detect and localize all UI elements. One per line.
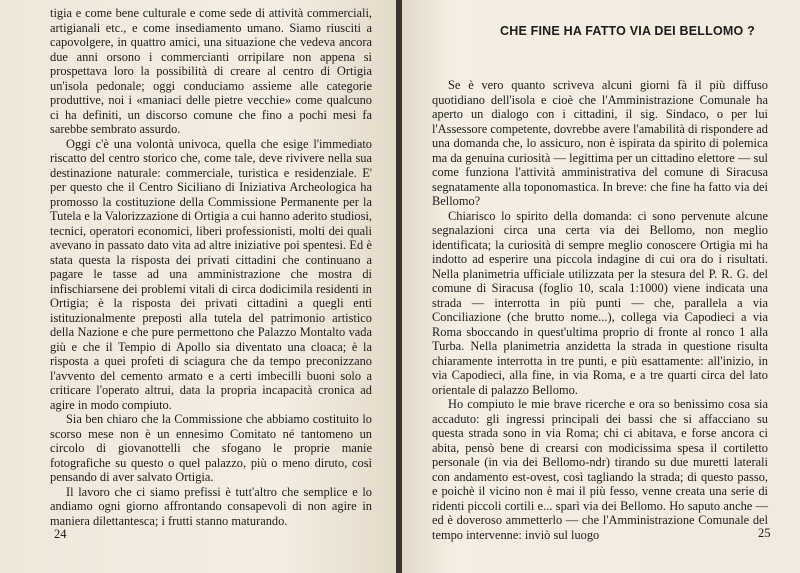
- paragraph: Se è vero quanto scriveva alcuni giorni fà il più diffuso quotidiano dell'isola e cioè che l'Amministrazione Comunale ha aperto un dialogo con i cittadini, il sig. Sindaco, o per lui l'Assessore competente, dovrebbe avere l'amabilità di rispondere ad una domanda che, lo assicuro, non è ispirata da spirito di polemica ma da genuina curiosità — legittima per un cittadino elettore — sul come funziona l'attività amministrativa del comune di Siracusa segnatamente alla toponomastica. In breve: che fine ha fatto via dei Bellomo?: [432, 78, 768, 208]
- paragraph: Oggi c'è una volontà univoca, quella che esige l'immediato riscatto del centro storico che, come tale, deve rivivere nella sua destinazione naturale: commerciale, turistica e residenziale. E' per questo che il Centro Siciliano di Iniziativa Archeologica ha promosso la costituzione della Commissione Permanente per la Tutela e la Valorizzazione di Ortigia a cui hanno aderito studiosi, tecnici, operatori economici, liberi professionisti, molti dei quali avevano in passato dato vita ad altre iniziative poi spentesi. Ed è stata questa la risposta dei privati cittadini che continuano a pagare le tasse ad una amministrazione che mostra di infischiarsene dei problemi vitali di circa dodicimila residenti in Ortigia; è la risposta dei privati cittadini a quegli enti istituzionalmente preposti alla tutela del patrimonio artistico della Nazione e che pure permettono che Palazzo Montalto vada giù e che il Tempio di Apollo sia diventato una cloaca; è la risposta a quei profeti di sciagura che da tempo preconizzano l'avvento del cemento armato e a certi imbecilli buoni solo a criticare l'operato altrui, data la propria incapacità cronica ad agire in modo compiuto.: [50, 136, 372, 412]
- article-title: CHE FINE HA FATTO VIA DEI BELLOMO ?: [500, 24, 755, 38]
- left-page: [0, 0, 396, 573]
- paragraph: tigia e come bene culturale e come sede di attività commerciali, artigianali etc., e come insediamento umano. Siamo riusciti a capovolgere, in quattro amici, una situazione che vedeva ancora due anni orsono i commercianti orripilare non appena si prospettava loro la possibilità di creare al centro di Ortigia un'isola pedonale; oggi conduciamo assieme alle categorie produttive, noi i «maniaci delle pietre vecchie» come qualcuno ci ha definiti, un discorso comune che fino a pochi mesi fa sarebbe sembrato assurdo.: [50, 6, 372, 136]
- paragraph: Chiarisco lo spirito della domanda: ci sono pervenute alcune segnalazioni circa una certa via dei Bellomo, non meglio identificata; la curiosità di sempre meglio conoscere Ortigia mi ha indotto ad esperire una piccola indagine di cui ora do i risultati. Nella planimetria ufficiale utilizzata per la stesura del P. R. G. del comune di Siracusa (foglio 10, scala 1:1000) viene indicata una strada — interrotta in più punti — che, parallela a via Conciliazione (che brutto nome...), collega via Capodieci a via Roma sboccando in quest'ultima proprio di fronte al ronco 1 alla Turba. Nella planimetria anzidetta la strada in questione risulta chiaramente interrotta in tre punti, e più esattamente: all'inizio, in via Capodieci, alla fine, in via Roma, e a tre quarti circa del lato orientale di palazzo Bellomo.: [432, 208, 768, 397]
- left-page-text: [50, 6, 372, 528]
- right-page: [402, 0, 800, 573]
- right-page-text: [432, 78, 768, 542]
- paragraph: Sia ben chiaro che la Commissione che abbiamo costituito lo scorso mese non è un ennesimo Comitato né tantomeno un circolo di giovanottelli che sfogano le proprie manie fotografiche su questo o quel palazzo, più o meno diruto, così pensando di aver salvato Ortigia.: [50, 412, 372, 484]
- page-number-left: 24: [54, 527, 67, 541]
- paragraph: Il lavoro che ci siamo prefissi è tutt'altro che semplice e lo andiamo ogni giorno affrontando consapevoli di non agire in maniera dilettantesca; i frutti stanno maturando.: [50, 484, 372, 528]
- page-number-right: 25: [758, 526, 771, 540]
- paragraph: Ho compiuto le mie brave ricerche e ora so benissimo cosa sia accaduto: gli ingressi principali dei bassi che si affacciano su questa strada sono in via Roma; chi ci abitava, e forse ancora ci abita, pensò bene di crearsi con modicissima spesa il cortiletto personale (in via dei Bellomo-ndr) tirando su due muretti laterali con andamento est-ovest, così tagliando la strada; di questo passo, e poichè il vicino non è mai il più fesso, venne creata una serie di ridenti piccoli cortili e... sparì via dei Bellomo. Ho saputo anche — ed è doveroso ammetterlo — che l'Amministrazione Comunale del tempo intervenne: inviò sul luogo: [432, 397, 768, 542]
